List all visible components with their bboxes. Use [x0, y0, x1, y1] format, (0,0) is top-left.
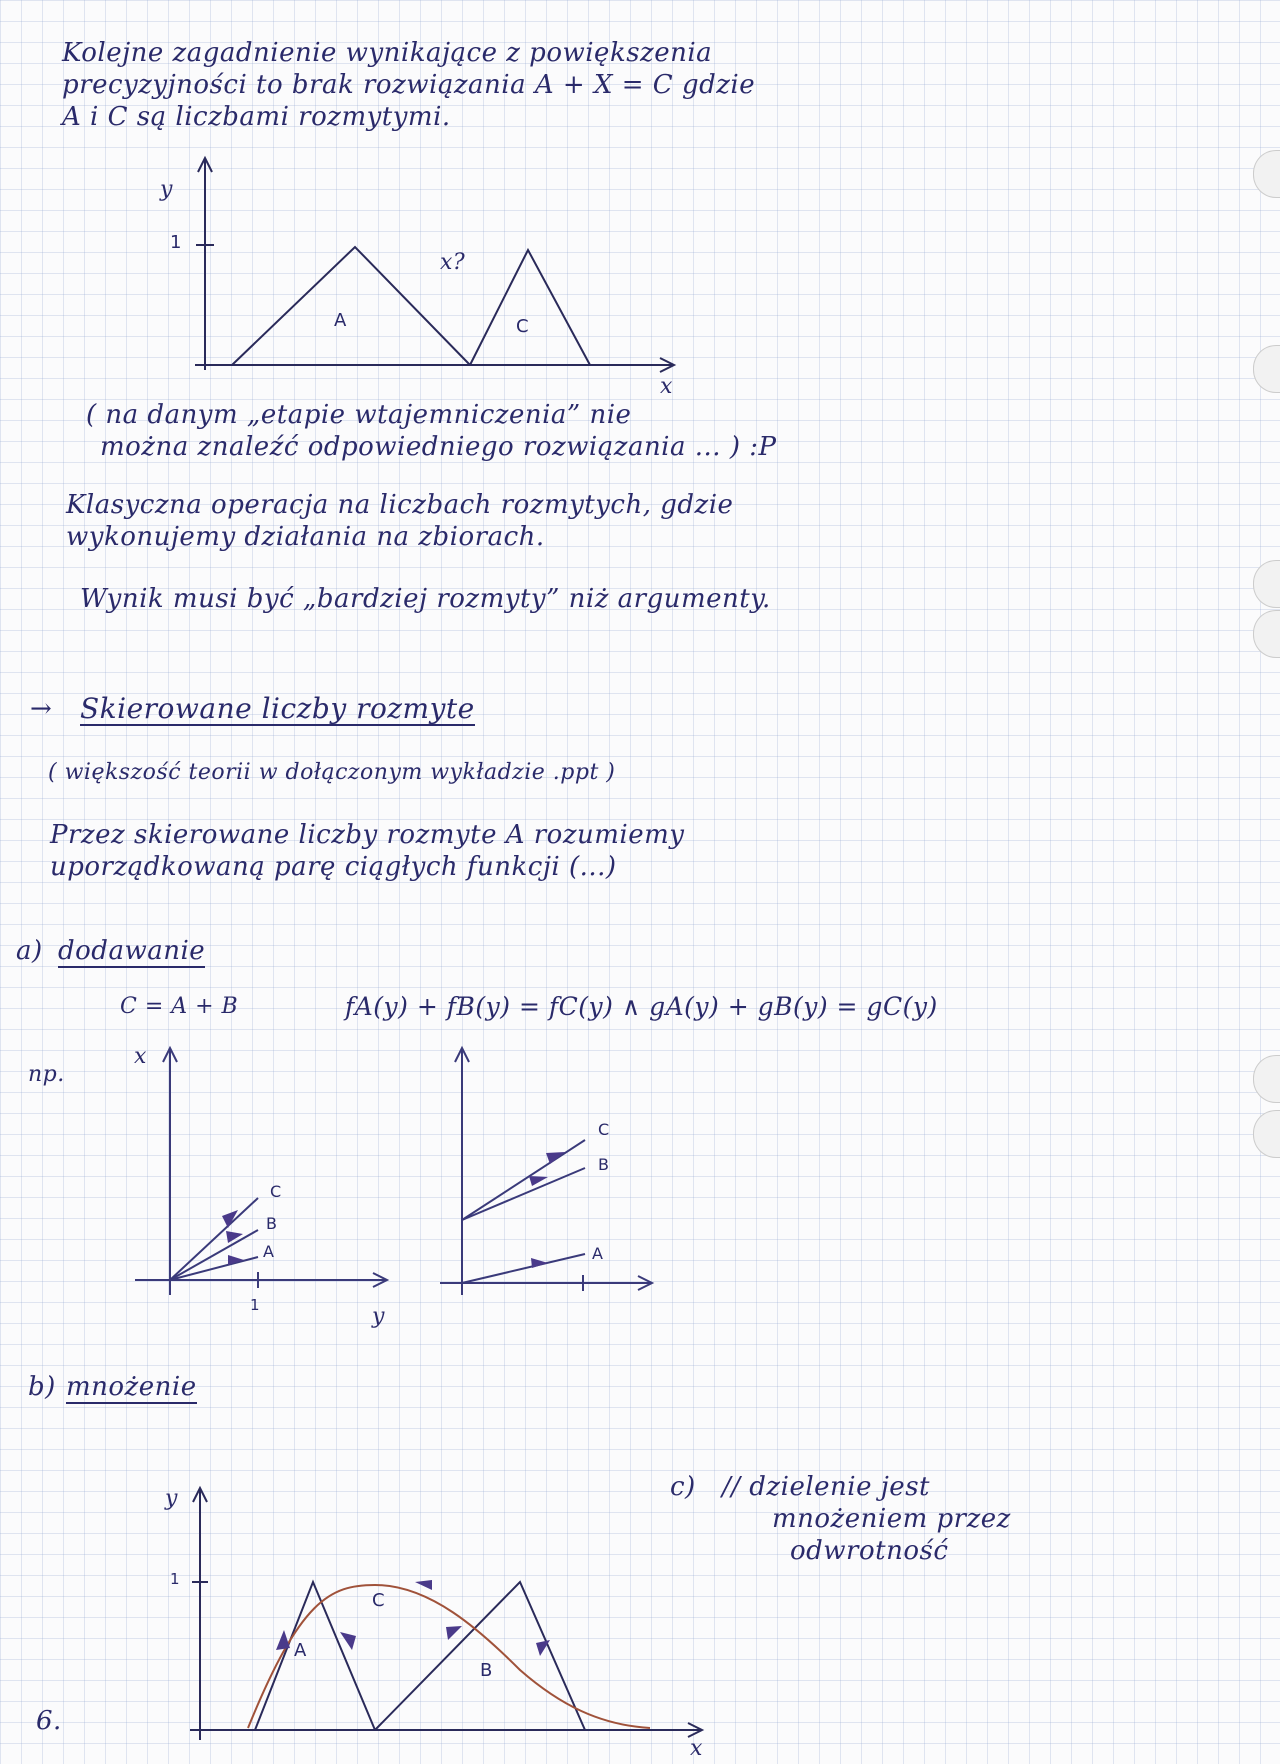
mul-label-a: A: [294, 1640, 307, 1661]
mul-arrowhead: [415, 1580, 432, 1590]
g1-label-b: B: [266, 1214, 277, 1233]
fig1-label-c: C: [516, 316, 529, 337]
addition-heading: dodawanie: [58, 936, 206, 966]
definition-line-2: uporządkowaną parę ciągłych funkcji (...): [50, 852, 617, 882]
g1-tick-label: 1: [250, 1296, 260, 1314]
mul-arrowhead: [276, 1630, 290, 1650]
definition-line-1: Przez skierowane liczby rozmyte A rozumiemy: [50, 820, 685, 850]
mul-arrowhead: [340, 1632, 356, 1650]
fig1-label-a: A: [334, 310, 347, 331]
remark-line-1: ( na danym „etapie wtajemniczenia” nie: [86, 400, 632, 430]
multiplication-prefix: b): [28, 1372, 56, 1402]
intro-line-1: Kolejne zagadnienie wynikające z powiększenia: [62, 38, 713, 68]
mul-curve-c: [248, 1585, 650, 1728]
fig1-x-label: x: [660, 374, 673, 399]
division-line-3: odwrotność: [790, 1536, 949, 1566]
division-line-2: mnożeniem przez: [772, 1504, 1011, 1534]
section-arrow: →: [30, 694, 53, 724]
division-line-1: // dzielenie jest: [722, 1472, 930, 1502]
mul-triangle-b: [375, 1582, 585, 1730]
result-note: Wynik musi być „bardziej rozmyty” niż argumenty.: [80, 584, 771, 614]
multiplication-heading: mnożenie: [66, 1372, 197, 1402]
classic-line-1: Klasyczna operacja na liczbach rozmytych, gdzie: [66, 490, 734, 520]
mul-triangle-a: [255, 1582, 375, 1730]
g1-x-label: x: [134, 1044, 147, 1069]
division-prefix: c): [670, 1472, 696, 1502]
g2-label-a: A: [592, 1244, 603, 1263]
g1-label-a: A: [263, 1242, 274, 1261]
fig1-label-x: x?: [440, 250, 466, 275]
g1-y-label: y: [372, 1304, 385, 1329]
mul-x-label: x: [690, 1736, 703, 1761]
fig1-y-label: y: [160, 177, 173, 202]
g1-label-c: C: [270, 1182, 282, 1201]
mul-arrowhead: [446, 1626, 462, 1640]
fig1-tick-label: 1: [170, 232, 182, 253]
mul-tick-label: 1: [170, 1570, 180, 1588]
mul-y-label: y: [165, 1486, 178, 1511]
remark-line-2: można znaleźć odpowiedniego rozwiązania ... ) :P: [100, 432, 777, 462]
section-title: Skierowane liczby rozmyte: [80, 692, 475, 725]
page-number: 6.: [36, 1706, 62, 1736]
mul-label-b: B: [480, 1660, 493, 1681]
addition-example: np.: [28, 1062, 65, 1087]
addition-eq-right: fA(y) + fB(y) = fC(y) ∧ gA(y) + gB(y) = gC(y): [345, 992, 938, 1021]
section-subnote: ( większość teorii w dołączonym wykładzie .ppt ): [48, 760, 616, 785]
mul-label-c: C: [372, 1590, 385, 1611]
addition-prefix: a): [16, 936, 43, 966]
addition-eq-left: C = A + B: [120, 994, 239, 1019]
intro-line-3: A i C są liczbami rozmytymi.: [62, 102, 451, 132]
classic-line-2: wykonujemy działania na zbiorach.: [66, 522, 545, 552]
intro-line-2: precyzyjności to brak rozwiązania A + X = C gdzie: [62, 70, 756, 100]
g2-label-b: B: [598, 1155, 609, 1174]
g2-label-c: C: [598, 1120, 610, 1139]
